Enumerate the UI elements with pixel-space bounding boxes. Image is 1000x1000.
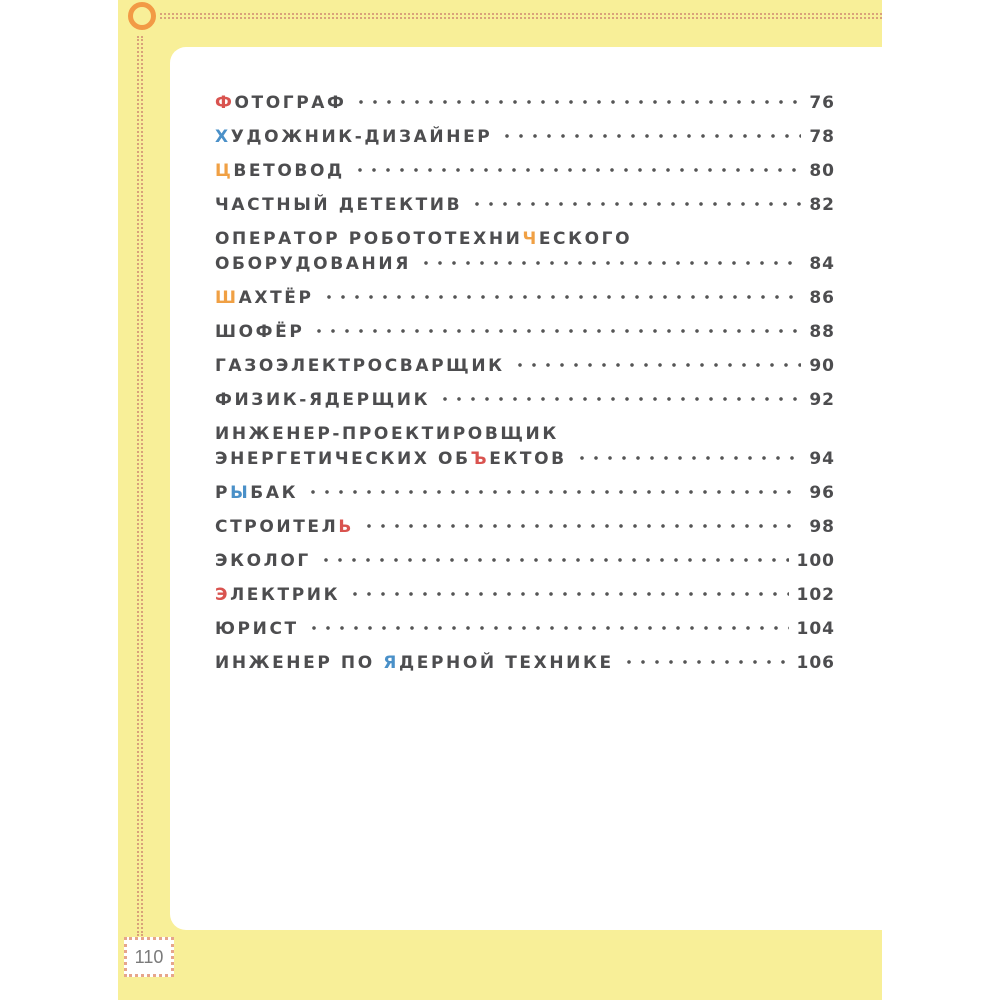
entry-title-line2: ЭНЕРГЕТИЧЕСКИХ ОБЪЕКТОВ: [215, 449, 567, 469]
entry-title: ШОФЁР: [215, 322, 305, 342]
leader-dots: [306, 490, 801, 494]
entry-page: 96: [809, 483, 835, 503]
entry-title-line2: ОБОРУДОВАНИЯ: [215, 254, 411, 274]
table-of-contents: [215, 93, 835, 687]
entry-title: ФИЗИК-ЯДЕРЩИК: [215, 390, 431, 410]
toc-entry[interactable]: [215, 483, 835, 517]
leader-dots: [362, 524, 801, 528]
leader-dots: [470, 202, 801, 206]
entry-page: 98: [809, 517, 835, 537]
entry-title-line1: ИНЖЕНЕР-ПРОЕКТИРОВЩИК: [215, 424, 559, 444]
top-dotted-border: [160, 13, 882, 19]
entry-page: 100: [796, 551, 835, 571]
entry-page: 104: [796, 619, 835, 639]
entry-title: ХУДОЖНИК-ДИЗАЙНЕР: [215, 127, 493, 147]
entry-page: 88: [809, 322, 835, 342]
leader-dots: [322, 295, 802, 299]
entry-page: 90: [809, 356, 835, 376]
leader-dots: [419, 261, 801, 265]
toc-entry[interactable]: [215, 585, 835, 619]
entry-title: ЦВЕТОВОД: [215, 161, 345, 181]
entry-title: ЧАСТНЫЙ ДЕТЕКТИВ: [215, 195, 463, 215]
leader-dots: [348, 592, 788, 596]
leader-dots: [575, 456, 802, 460]
entry-page: 78: [809, 127, 835, 147]
toc-entry[interactable]: [215, 288, 835, 322]
toc-entry[interactable]: [215, 356, 835, 390]
entry-page: 94: [809, 449, 835, 469]
toc-entry[interactable]: [215, 619, 835, 653]
leader-dots: [622, 660, 789, 664]
leader-dots: [438, 397, 801, 401]
page-number-box: [124, 937, 174, 977]
toc-entry[interactable]: [215, 229, 835, 288]
leader-dots: [513, 363, 802, 367]
toc-entry[interactable]: [215, 390, 835, 424]
entry-page: 76: [809, 93, 835, 113]
entry-page: 92: [809, 390, 835, 410]
toc-entry[interactable]: [215, 161, 835, 195]
entry-title: ИНЖЕНЕР ПО ЯДЕРНОЙ ТЕХНИКЕ: [215, 653, 614, 673]
leader-dots: [500, 134, 801, 138]
left-dotted-border: [137, 36, 143, 936]
leader-dots: [312, 329, 801, 333]
toc-entry[interactable]: [215, 93, 835, 127]
leader-dots: [353, 168, 802, 172]
entry-title: ЭКОЛОГ: [215, 551, 311, 571]
entry-title: ГАЗОЭЛЕКТРОСВАРЩИК: [215, 356, 505, 376]
toc-entry[interactable]: [215, 127, 835, 161]
leader-dots: [307, 626, 789, 630]
entry-page: 106: [796, 653, 835, 673]
toc-entry[interactable]: [215, 517, 835, 551]
entry-page: 86: [809, 288, 835, 308]
toc-entry[interactable]: [215, 653, 835, 687]
entry-page: 82: [809, 195, 835, 215]
entry-title: ЭЛЕКТРИК: [215, 585, 341, 605]
entry-title: ЮРИСТ: [215, 619, 299, 639]
leader-dots: [319, 558, 789, 562]
entry-page: 84: [809, 254, 835, 274]
entry-page: 102: [796, 585, 835, 605]
leader-dots: [354, 100, 801, 104]
entry-title: ШАХТЁР: [215, 288, 314, 308]
entry-title: СТРОИТЕЛЬ: [215, 517, 354, 537]
toc-entry[interactable]: [215, 195, 835, 229]
entry-title: ФОТОГРАФ: [215, 93, 347, 113]
toc-entry[interactable]: [215, 424, 835, 483]
page-number: 110: [134, 946, 164, 967]
ring-ornament: [128, 2, 156, 30]
toc-entry[interactable]: [215, 322, 835, 356]
toc-entry[interactable]: [215, 551, 835, 585]
entry-page: 80: [809, 161, 835, 181]
entry-title-line1: ОПЕРАТОР РОБОТОТЕХНИЧЕСКОГО: [215, 229, 633, 249]
entry-title: РЫБАК: [215, 483, 299, 503]
